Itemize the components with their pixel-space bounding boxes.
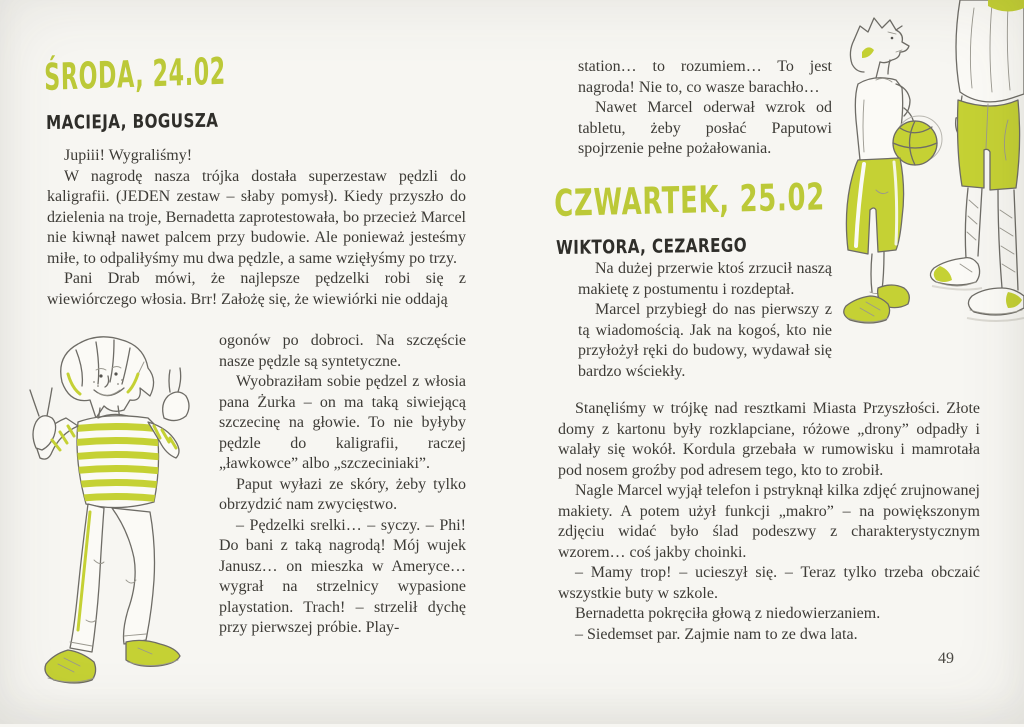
paragraph: Marcel przybiegł do nas pierwszy z tą wiadomością. Jak na kogoś, kto nie przyłożył ręki do budowy, wydawał się bardzo wściekły. (578, 301, 832, 380)
paragraph: ogonów po dobroci. Na szczęście nasze pędzle są syntetyczne. (219, 332, 466, 370)
girl-sketch-image (6, 330, 213, 722)
paragraph: Pani Drab mówi, że najlepsze pędzelki robi się z wiewiórczego włosia. Brr! Założę się, że wiewiórki nie oddają (47, 270, 466, 308)
chapter-heading-thursday: CZWARTEK, 25.02 (554, 175, 826, 225)
illustration-boy-with-basketball (812, 0, 1024, 338)
nameday-subheading-left: MACIEJA, BOGUSZA (46, 109, 219, 134)
paragraph: Nawet Marcel oderwał wzrok od tabletu, żeby posłać Paputowi spojrzenie pełne pożałowania. (578, 99, 832, 157)
illustration-girl-victory-signs (6, 330, 213, 722)
paragraph: – Siedemset par. Zajmie nam to ze dwa lata. (575, 625, 858, 643)
nameday-subheading-right: WIKTORA, CEZAREGO (556, 234, 748, 259)
left-column-narrow-text (219, 331, 466, 639)
paragraph: Wyobraziłam sobie pędzel z włosia pana Żurka – on ma taką siwiejącą szczecinę na głowie. To nie byłyby pędzle do kaligrafii, raczej „ławkowce” albo „szczeciniaki”. (219, 373, 466, 472)
paragraph: – Pędzelki srelki… – syczy. – Phi! Do bani z taką nagrodą! Mój wujek Janusz… on mieszka w Ameryce… wygrał na strzelnicy wypasione playstation. Trach! – strzelił dychę przy pierwszej próbie. Play- (219, 516, 466, 636)
paragraph: station… to rozumiem… To jest nagroda! Nie to, co wasze barachło… (578, 58, 832, 96)
paragraph: Bernadetta pokręciła głową z niedowierzaniem. (575, 605, 881, 622)
paragraph: Na dużej przerwie ktoś zrzucił naszą makietę z postumentu i rozdeptał. (578, 260, 832, 298)
right-column-narrow-text (578, 259, 832, 382)
basketball-sketch-image (812, 0, 1024, 338)
paragraph: Stanęliśmy w trójkę nad resztkami Miasta Przyszłości. Złote domy z kartonu były rozklapciane, różowe „drony” odpadły i walały się wokół. Kordula grzebała w rumowisku i mamrotała pod nosem groźby pod adresem tego, kto to zrobił. (558, 400, 980, 479)
right-column-continuation-text (578, 57, 832, 160)
paragraph: Nagle Marcel wyjął telefon i pstryknął kilka zdjęć zrujnowanej makiety. A potem użył funkcji „makro” – na powiększonym zdjęciu widać było ślad podeszwy z charakterystycznym wzorem… coś jakby choinki. (558, 482, 980, 561)
right-column-wide-text (558, 399, 980, 645)
paragraph: Paput wyłazi ze skóry, żeby tylko obrzydzić nam zwycięstwo. (219, 475, 466, 513)
chapter-heading-wednesday: ŚRODA, 24.02 (44, 49, 227, 99)
paragraph: – Mamy trop! – ucieszył się. – Teraz tylko trzeba obczaić wszystkie buty w szkole. (558, 564, 980, 602)
left-column-wide-text (47, 146, 466, 310)
page-number: 49 (938, 650, 954, 667)
paragraph: W nagrodę nasza trójka dostała superzestaw pędzli do kaligrafii. (JEDEN zestaw – słaby pomysł). Kiedy przyszło do dzielenia na troje, Bernadetta zaprotestowała, bo przecież Marcel nie kiwnął nawet palcem przy budowie. Ale ponieważ jesteśmy miłe, to odpaliłyśmy mu dwa pędzle, a same wzięłyśmy po trzy. (47, 167, 466, 267)
paragraph: Jupiii! Wygraliśmy! (64, 147, 193, 164)
